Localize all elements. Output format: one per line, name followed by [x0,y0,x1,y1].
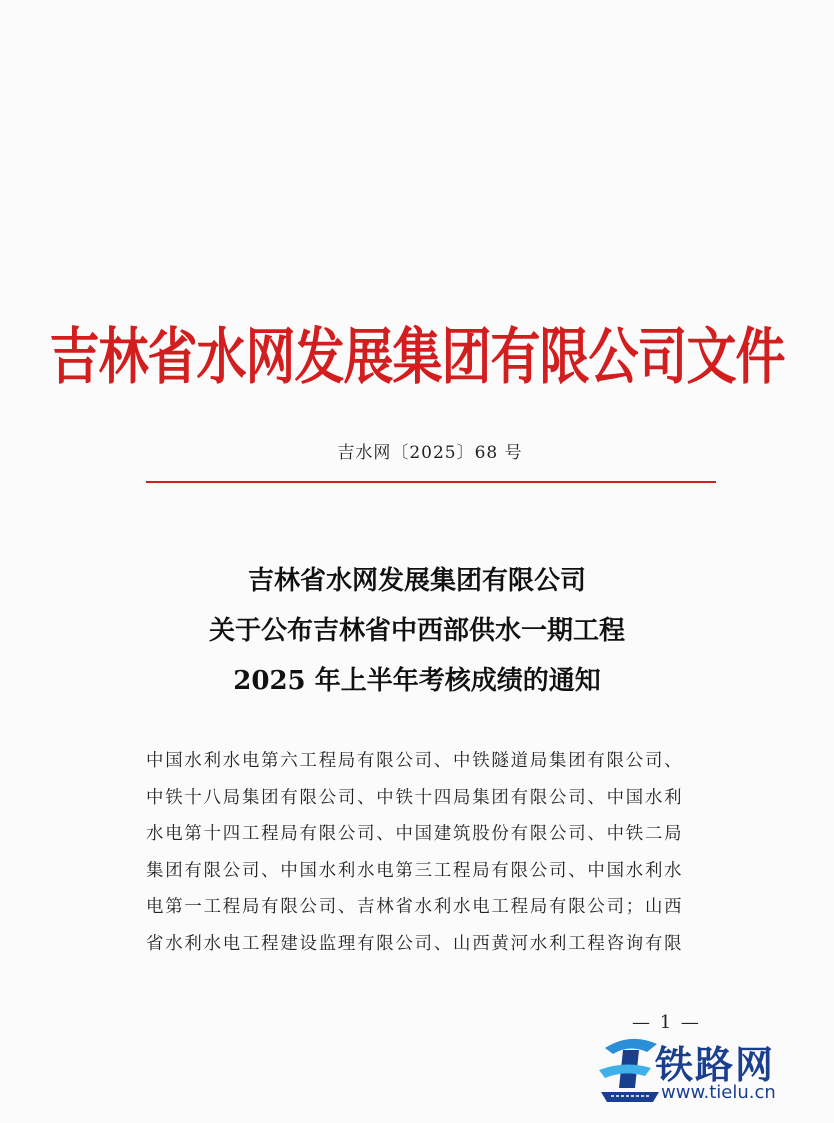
watermark-url: www.tielu.cn [661,1082,776,1103]
document-header-title: 吉林省水网发展集团有限公司文件 [49,320,785,393]
watermark [595,1030,825,1110]
title-line: 2025 年上半年考核成绩的通知 [233,666,601,696]
notice-title [0,556,834,706]
watermark-brand: 铁路网 [655,1043,776,1087]
body-line: 电第一工程局有限公司、吉林省水利水电工程局有限公司；山西 [146,897,684,917]
document-number: 吉水网〔2025〕68 号 [337,443,523,463]
body-line: 省水利水电工程建设监理有限公司、山西黄河水利工程咨询有限 [146,933,684,954]
title-line: 关于公布吉林省中西部供水一期工程 [208,616,625,646]
body-line: 集团有限公司、中国水利水电第三工程局有限公司、中国水利水 [146,860,684,881]
recipient-list [146,743,718,962]
body-line: 中铁十八局集团有限公司、中铁十四局集团有限公司、中国水利 [146,787,684,808]
header-divider [146,481,716,483]
page-number: — 1 — [632,1012,701,1033]
body-line: 中国水利水电第六工程局有限公司、中铁隧道局集团有限公司、 [146,751,684,771]
title-line: 吉林省水网发展集团有限公司 [247,566,586,596]
body-line: 水电第十四工程局有限公司、中国建筑股份有限公司、中铁二局 [146,824,684,844]
